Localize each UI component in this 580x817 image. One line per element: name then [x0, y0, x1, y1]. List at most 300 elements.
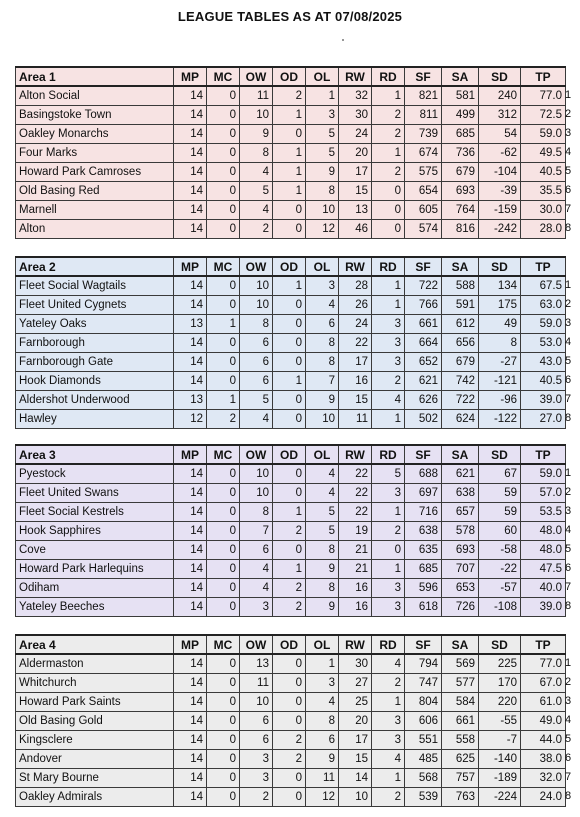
- stat-od: 0: [273, 333, 306, 352]
- table-row: [16, 219, 566, 238]
- stat-rd: 3: [372, 333, 405, 352]
- table-row: [16, 352, 566, 371]
- stat-mc: 0: [207, 464, 240, 483]
- stat-ol: 9: [306, 390, 339, 409]
- column-header-sa: SA: [442, 257, 479, 276]
- column-header-mp: MP: [174, 635, 207, 654]
- position-number: 6: [565, 374, 572, 386]
- stat-sa: 569: [442, 654, 479, 673]
- column-header-mp: MP: [174, 257, 207, 276]
- stat-rw: 15: [339, 181, 372, 200]
- stat-tp: 67.5: [521, 276, 566, 295]
- table-row: [16, 371, 566, 390]
- stat-sf: 674: [405, 143, 442, 162]
- stat-mp: 14: [174, 730, 207, 749]
- table-row: [16, 86, 566, 105]
- stat-sa: 625: [442, 749, 479, 768]
- stat-sf: 551: [405, 730, 442, 749]
- column-header-mc: MC: [207, 67, 240, 86]
- stat-rw: 14: [339, 768, 372, 787]
- stat-sd: -58: [479, 540, 521, 559]
- league-table-area-4: [15, 634, 566, 807]
- stat-ol: 1: [306, 86, 339, 105]
- stat-sa: 656: [442, 333, 479, 352]
- stat-ow: 5: [240, 390, 273, 409]
- header-row: [16, 257, 566, 276]
- stat-ol: 1: [306, 654, 339, 673]
- table-row: [16, 749, 566, 768]
- stat-mp: 14: [174, 654, 207, 673]
- table-row: [16, 276, 566, 295]
- stat-mc: 0: [207, 502, 240, 521]
- stat-sa: 661: [442, 711, 479, 730]
- stat-sa: 685: [442, 124, 479, 143]
- team-name: Farnborough: [16, 333, 174, 352]
- position-number: 5: [565, 543, 572, 555]
- column-header-rd: RD: [372, 257, 405, 276]
- position-number: 4: [565, 714, 572, 726]
- stat-ol: 9: [306, 597, 339, 616]
- stat-od: 1: [273, 105, 306, 124]
- stat-sf: 502: [405, 409, 442, 428]
- team-name: Fleet Social Wagtails: [16, 276, 174, 295]
- stat-sf: 485: [405, 749, 442, 768]
- table-row: [16, 105, 566, 124]
- column-header-mc: MC: [207, 635, 240, 654]
- stat-mc: 0: [207, 521, 240, 540]
- stat-sd: -57: [479, 578, 521, 597]
- stat-ol: 5: [306, 502, 339, 521]
- position-number: 7: [565, 393, 572, 405]
- stat-od: 1: [273, 371, 306, 390]
- stat-ow: 6: [240, 352, 273, 371]
- stat-mp: 14: [174, 787, 207, 806]
- stat-ol: 8: [306, 181, 339, 200]
- stat-tp: 30.0: [521, 200, 566, 219]
- stat-sf: 652: [405, 352, 442, 371]
- stat-ol: 4: [306, 692, 339, 711]
- stat-sd: -108: [479, 597, 521, 616]
- stat-ow: 4: [240, 559, 273, 578]
- stat-sd: -39: [479, 181, 521, 200]
- stat-sf: 747: [405, 673, 442, 692]
- stat-rd: 2: [372, 124, 405, 143]
- stat-sa: 581: [442, 86, 479, 105]
- stat-od: 1: [273, 181, 306, 200]
- stat-sd: 59: [479, 502, 521, 521]
- column-header-od: OD: [273, 67, 306, 86]
- team-name: Aldershot Underwood: [16, 390, 174, 409]
- team-name: Odiham: [16, 578, 174, 597]
- stat-ol: 12: [306, 219, 339, 238]
- stat-sf: 654: [405, 181, 442, 200]
- stat-rd: 4: [372, 749, 405, 768]
- stat-mc: 0: [207, 483, 240, 502]
- stat-mc: 1: [207, 390, 240, 409]
- stat-mc: 0: [207, 86, 240, 105]
- area-name: Area 3: [16, 445, 174, 464]
- stat-mp: 14: [174, 768, 207, 787]
- position-column: [565, 86, 577, 238]
- team-name: Fleet Social Kestrels: [16, 502, 174, 521]
- stat-ol: 4: [306, 295, 339, 314]
- team-name: Hook Diamonds: [16, 371, 174, 390]
- stat-mp: 13: [174, 390, 207, 409]
- stat-sd: 170: [479, 673, 521, 692]
- stat-sd: 220: [479, 692, 521, 711]
- stat-mc: 0: [207, 352, 240, 371]
- column-header-ow: OW: [240, 67, 273, 86]
- stat-od: 0: [273, 409, 306, 428]
- stat-mp: 14: [174, 200, 207, 219]
- stat-tp: 40.0: [521, 578, 566, 597]
- league-table-area-2: [15, 256, 566, 429]
- table-row: [16, 483, 566, 502]
- team-name: Howard Park Saints: [16, 692, 174, 711]
- position-number: 1: [565, 657, 572, 669]
- team-name: Aldermaston: [16, 654, 174, 673]
- position-number: 7: [565, 581, 572, 593]
- stat-rd: 3: [372, 730, 405, 749]
- stat-tp: 24.0: [521, 787, 566, 806]
- position-number: 7: [565, 203, 572, 215]
- stat-rd: 2: [372, 105, 405, 124]
- stat-mc: 0: [207, 559, 240, 578]
- stat-rd: 2: [372, 673, 405, 692]
- stat-sa: 726: [442, 597, 479, 616]
- stat-mc: 0: [207, 333, 240, 352]
- stat-ow: 3: [240, 768, 273, 787]
- stat-mc: 0: [207, 654, 240, 673]
- stat-tp: 38.0: [521, 749, 566, 768]
- stat-rw: 30: [339, 654, 372, 673]
- team-name: Cove: [16, 540, 174, 559]
- stat-rw: 17: [339, 730, 372, 749]
- stat-sf: 722: [405, 276, 442, 295]
- table-row: [16, 673, 566, 692]
- stat-sa: 679: [442, 352, 479, 371]
- stat-tp: 77.0: [521, 86, 566, 105]
- stat-od: 1: [273, 143, 306, 162]
- stat-ow: 10: [240, 105, 273, 124]
- column-header-tp: TP: [521, 257, 566, 276]
- stat-rd: 2: [372, 521, 405, 540]
- stat-mc: 0: [207, 787, 240, 806]
- team-name: Hawley: [16, 409, 174, 428]
- table-row: [16, 787, 566, 806]
- stat-ow: 6: [240, 711, 273, 730]
- stat-rw: 25: [339, 692, 372, 711]
- stat-ol: 11: [306, 768, 339, 787]
- stat-rw: 27: [339, 673, 372, 692]
- stat-ow: 2: [240, 787, 273, 806]
- stat-sf: 575: [405, 162, 442, 181]
- stat-sd: -159: [479, 200, 521, 219]
- stat-mc: 0: [207, 768, 240, 787]
- stat-sa: 742: [442, 371, 479, 390]
- stat-rw: 21: [339, 540, 372, 559]
- stat-mp: 14: [174, 711, 207, 730]
- stat-rw: 16: [339, 371, 372, 390]
- stat-sf: 685: [405, 559, 442, 578]
- table-row: [16, 730, 566, 749]
- stat-sa: 638: [442, 483, 479, 502]
- stat-sd: 312: [479, 105, 521, 124]
- stat-sa: 763: [442, 787, 479, 806]
- stat-mp: 14: [174, 124, 207, 143]
- stat-ol: 3: [306, 673, 339, 692]
- league-table-area-1: [15, 66, 566, 239]
- position-number: 1: [565, 89, 572, 101]
- column-header-sf: SF: [405, 445, 442, 464]
- stat-sf: 626: [405, 390, 442, 409]
- stat-od: 0: [273, 654, 306, 673]
- position-number: 1: [565, 467, 572, 479]
- stat-mp: 14: [174, 578, 207, 597]
- stat-sf: 618: [405, 597, 442, 616]
- stat-rw: 26: [339, 295, 372, 314]
- position-number: 5: [565, 355, 572, 367]
- stat-rw: 15: [339, 390, 372, 409]
- stat-mp: 14: [174, 502, 207, 521]
- column-header-tp: TP: [521, 67, 566, 86]
- stat-mp: 14: [174, 521, 207, 540]
- stat-rd: 1: [372, 692, 405, 711]
- stat-rd: 0: [372, 540, 405, 559]
- stat-sa: 816: [442, 219, 479, 238]
- stat-sa: 736: [442, 143, 479, 162]
- team-name: Yateley Oaks: [16, 314, 174, 333]
- position-number: 3: [565, 505, 572, 517]
- stat-sa: 577: [442, 673, 479, 692]
- stat-od: 1: [273, 502, 306, 521]
- stat-rd: 1: [372, 768, 405, 787]
- stat-sd: 240: [479, 86, 521, 105]
- team-name: Old Basing Gold: [16, 711, 174, 730]
- table-row: [16, 559, 566, 578]
- stat-ow: 8: [240, 502, 273, 521]
- team-name: Alton Social: [16, 86, 174, 105]
- column-header-sf: SF: [405, 67, 442, 86]
- stat-mc: 0: [207, 295, 240, 314]
- stat-rw: 13: [339, 200, 372, 219]
- stat-sf: 811: [405, 105, 442, 124]
- stat-mp: 14: [174, 219, 207, 238]
- team-name: Pyestock: [16, 464, 174, 483]
- stat-sa: 578: [442, 521, 479, 540]
- stat-mc: 0: [207, 597, 240, 616]
- stat-rw: 22: [339, 464, 372, 483]
- position-number: 3: [565, 695, 572, 707]
- position-number: 2: [565, 298, 572, 310]
- stat-sf: 638: [405, 521, 442, 540]
- stat-sd: 59: [479, 483, 521, 502]
- stat-rd: 1: [372, 559, 405, 578]
- stat-rw: 30: [339, 105, 372, 124]
- stat-ol: 7: [306, 371, 339, 390]
- stat-sf: 661: [405, 314, 442, 333]
- stat-ow: 8: [240, 314, 273, 333]
- header-row: [16, 635, 566, 654]
- column-header-sa: SA: [442, 445, 479, 464]
- stat-tp: 39.0: [521, 390, 566, 409]
- stat-tp: 48.0: [521, 521, 566, 540]
- stat-od: 0: [273, 711, 306, 730]
- stat-mp: 14: [174, 673, 207, 692]
- stat-ol: 8: [306, 578, 339, 597]
- column-header-rd: RD: [372, 445, 405, 464]
- stat-rw: 16: [339, 597, 372, 616]
- stat-rd: 0: [372, 181, 405, 200]
- team-name: Howard Park Camroses: [16, 162, 174, 181]
- stat-rd: 2: [372, 371, 405, 390]
- column-header-sa: SA: [442, 67, 479, 86]
- stat-od: 2: [273, 86, 306, 105]
- stat-tp: 59.0: [521, 464, 566, 483]
- column-header-rw: RW: [339, 445, 372, 464]
- team-name: Marnell: [16, 200, 174, 219]
- column-header-tp: TP: [521, 445, 566, 464]
- position-number: 2: [565, 108, 572, 120]
- column-header-od: OD: [273, 257, 306, 276]
- stat-tp: 53.0: [521, 333, 566, 352]
- stat-sf: 794: [405, 654, 442, 673]
- stat-sd: 134: [479, 276, 521, 295]
- stat-sd: -55: [479, 711, 521, 730]
- column-header-ol: OL: [306, 445, 339, 464]
- stat-sa: 591: [442, 295, 479, 314]
- stat-rw: 22: [339, 502, 372, 521]
- stat-sf: 688: [405, 464, 442, 483]
- stat-od: 2: [273, 578, 306, 597]
- table-row: [16, 143, 566, 162]
- stat-ow: 9: [240, 124, 273, 143]
- stat-rw: 46: [339, 219, 372, 238]
- column-header-ol: OL: [306, 257, 339, 276]
- column-header-sf: SF: [405, 257, 442, 276]
- column-header-sd: SD: [479, 67, 521, 86]
- stat-mp: 14: [174, 464, 207, 483]
- table-row: [16, 200, 566, 219]
- team-name: Hook Sapphires: [16, 521, 174, 540]
- stat-mc: 0: [207, 276, 240, 295]
- stat-rd: 3: [372, 352, 405, 371]
- position-number: 8: [565, 600, 572, 612]
- stat-ol: 8: [306, 711, 339, 730]
- stat-tp: 48.0: [521, 540, 566, 559]
- stat-od: 1: [273, 559, 306, 578]
- stat-od: 2: [273, 597, 306, 616]
- stat-ol: 10: [306, 409, 339, 428]
- stat-rd: 1: [372, 295, 405, 314]
- stat-tp: 39.0: [521, 597, 566, 616]
- stat-sf: 635: [405, 540, 442, 559]
- stat-od: 2: [273, 730, 306, 749]
- team-name: Four Marks: [16, 143, 174, 162]
- stat-rd: 3: [372, 483, 405, 502]
- stat-mp: 14: [174, 295, 207, 314]
- stat-ol: 6: [306, 314, 339, 333]
- column-header-sa: SA: [442, 635, 479, 654]
- stat-rd: 0: [372, 219, 405, 238]
- position-number: 6: [565, 184, 572, 196]
- stat-od: 0: [273, 352, 306, 371]
- team-name: Fleet United Cygnets: [16, 295, 174, 314]
- team-name: Fleet United Swans: [16, 483, 174, 502]
- stat-tp: 53.5: [521, 502, 566, 521]
- table-row: [16, 333, 566, 352]
- stat-ol: 9: [306, 162, 339, 181]
- header-row: [16, 67, 566, 86]
- position-number: 1: [565, 279, 572, 291]
- stat-mp: 14: [174, 371, 207, 390]
- stat-rw: 20: [339, 711, 372, 730]
- stat-mp: 14: [174, 597, 207, 616]
- stat-tp: 61.0: [521, 692, 566, 711]
- table-row: [16, 181, 566, 200]
- stat-ow: 7: [240, 521, 273, 540]
- table-row: [16, 314, 566, 333]
- stat-sd: -27: [479, 352, 521, 371]
- stat-sd: -122: [479, 409, 521, 428]
- column-header-tp: TP: [521, 635, 566, 654]
- stat-sa: 707: [442, 559, 479, 578]
- table-row: [16, 502, 566, 521]
- column-header-ow: OW: [240, 445, 273, 464]
- stat-ow: 2: [240, 219, 273, 238]
- position-number: 5: [565, 733, 572, 745]
- stat-sd: 49: [479, 314, 521, 333]
- stat-od: 0: [273, 200, 306, 219]
- stat-mc: 0: [207, 219, 240, 238]
- stat-rw: 10: [339, 787, 372, 806]
- column-header-ol: OL: [306, 67, 339, 86]
- stat-rw: 22: [339, 483, 372, 502]
- stat-sd: -96: [479, 390, 521, 409]
- team-name: Oakley Admirals: [16, 787, 174, 806]
- position-number: 4: [565, 336, 572, 348]
- stat-ow: 4: [240, 578, 273, 597]
- position-number: 6: [565, 752, 572, 764]
- team-name: Basingstoke Town: [16, 105, 174, 124]
- area-name: Area 2: [16, 257, 174, 276]
- stat-od: 0: [273, 295, 306, 314]
- stat-sa: 499: [442, 105, 479, 124]
- stat-sa: 621: [442, 464, 479, 483]
- stat-mp: 14: [174, 749, 207, 768]
- stat-sd: 225: [479, 654, 521, 673]
- stat-ol: 4: [306, 483, 339, 502]
- stat-ow: 4: [240, 200, 273, 219]
- stat-sf: 716: [405, 502, 442, 521]
- stat-rw: 32: [339, 86, 372, 105]
- stat-rd: 2: [372, 787, 405, 806]
- stat-rw: 24: [339, 314, 372, 333]
- stat-mc: 0: [207, 692, 240, 711]
- stat-tp: 28.0: [521, 219, 566, 238]
- stat-ow: 5: [240, 181, 273, 200]
- stat-mp: 14: [174, 86, 207, 105]
- stat-rd: 1: [372, 143, 405, 162]
- stat-mp: 14: [174, 181, 207, 200]
- stat-tp: 43.0: [521, 352, 566, 371]
- column-header-ol: OL: [306, 635, 339, 654]
- table-row: [16, 597, 566, 616]
- stat-sd: -189: [479, 768, 521, 787]
- team-name: Yateley Beeches: [16, 597, 174, 616]
- stat-sf: 697: [405, 483, 442, 502]
- stat-ow: 10: [240, 483, 273, 502]
